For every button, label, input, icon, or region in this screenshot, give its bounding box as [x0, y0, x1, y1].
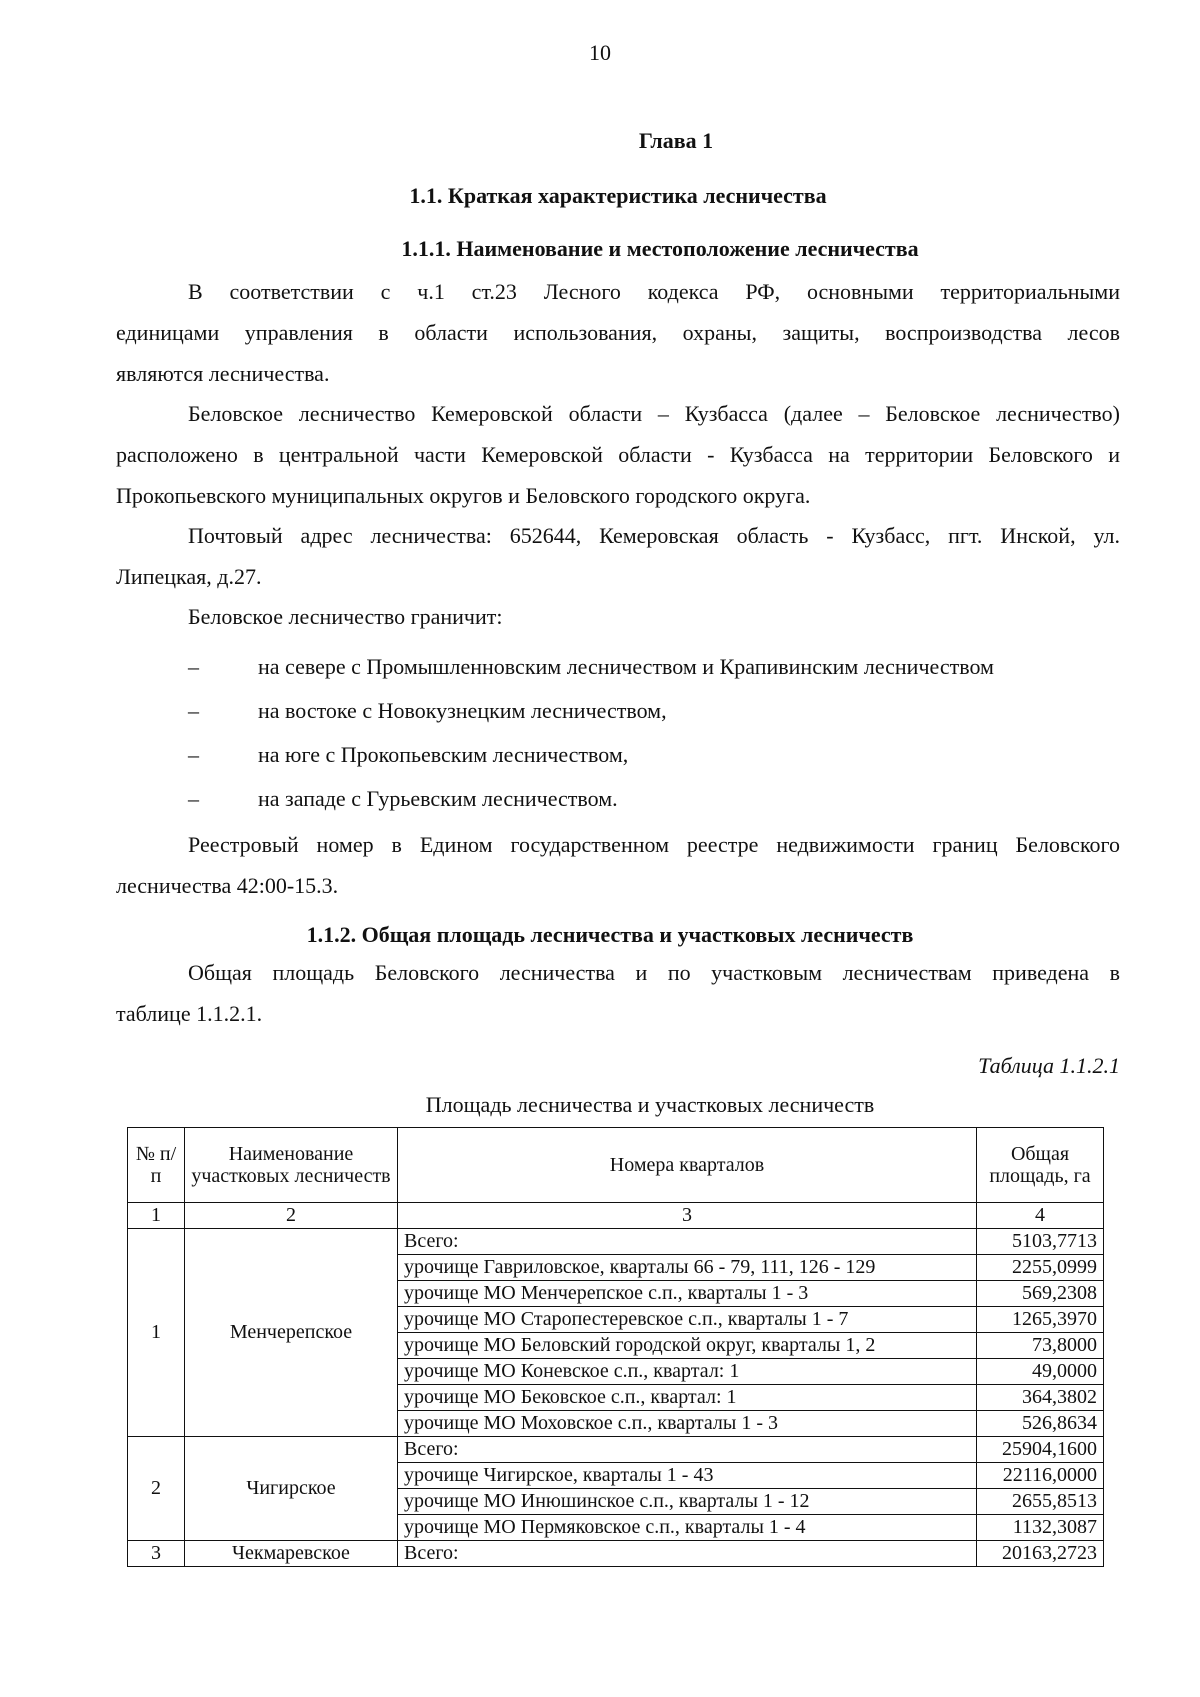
text-line: Беловское лесничество граничит: — [188, 604, 503, 629]
area-cell: 569,2308 — [977, 1281, 1104, 1307]
header-area: Общая площадь, га — [977, 1128, 1104, 1203]
total-label-cell: Всего: — [398, 1229, 977, 1255]
dash-bullet: – — [188, 698, 199, 723]
table-body — [128, 1203, 1104, 1567]
quarters-cell: урочище Чигирское, кварталы 1 - 43 — [398, 1463, 977, 1489]
dash-bullet: – — [188, 742, 199, 767]
index-cell: 1 — [128, 1203, 185, 1229]
paragraph-location — [116, 393, 1120, 516]
text-line: Почтовый адрес лесничества: 652644, Кемеровская область - Кузбасс, пгт. Инской, ул. — [188, 523, 1120, 548]
index-cell: 3 — [398, 1203, 977, 1229]
text-line: В соответствии с ч.1 ст.23 Лесного кодекса РФ, основными территориальными — [188, 279, 1120, 304]
dash-bullet: – — [188, 786, 199, 811]
list-item-text: на севере с Промышленновским лесничеством и Крапивинским лесничеством — [258, 654, 994, 679]
section-title: 1.1. Краткая характеристика лесничества — [409, 183, 827, 208]
text-line: расположено в центральной части Кемеровской области - Кузбасса на территории Беловского и — [116, 442, 1120, 467]
forestry-name-cell: Чигирское — [185, 1437, 398, 1541]
dash-bullet: – — [188, 654, 199, 679]
quarters-cell: урочище МО Старопестеревское с.п., кварталы 1 - 7 — [398, 1307, 977, 1333]
area-cell: 1265,3970 — [977, 1307, 1104, 1333]
quarters-cell: урочище МО Пермяковское с.п., кварталы 1 - 4 — [398, 1515, 977, 1541]
quarters-cell: урочище МО Моховское с.п., кварталы 1 - 3 — [398, 1411, 977, 1437]
list-item-text: на востоке с Новокузнецким лесничеством, — [258, 698, 667, 723]
table-row — [128, 1541, 1104, 1567]
table-row — [128, 1229, 1104, 1255]
list-item-text: на западе с Гурьевским лесничеством. — [258, 786, 618, 811]
header-quarters: Номера кварталов — [398, 1128, 977, 1203]
quarters-cell: урочище МО Инюшинское с.п., кварталы 1 - 12 — [398, 1489, 977, 1515]
area-cell: 526,8634 — [977, 1411, 1104, 1437]
row-number-cell: 1 — [128, 1229, 185, 1437]
paragraph-postal-address — [116, 515, 1120, 597]
total-area-cell: 20163,2723 — [977, 1541, 1104, 1567]
paragraph-table-reference — [116, 952, 1120, 1034]
subsection-title-total-area: 1.1.2. Общая площадь лесничества и участковых лесничеств — [306, 922, 914, 947]
table-caption: Таблица 1.1.2.1 — [978, 1053, 1120, 1078]
quarters-cell: урочище МО Беловский городской округ, кварталы 1, 2 — [398, 1333, 977, 1359]
text-line: лесничества 42:00-15.3. — [116, 873, 339, 898]
text-line: единицами управления в области использования, охраны, защиты, воспроизводства лесов — [116, 320, 1120, 345]
index-cell: 2 — [185, 1203, 398, 1229]
table-title: Площадь лесничества и участковых лесничеств — [425, 1092, 875, 1117]
index-cell: 4 — [977, 1203, 1104, 1229]
area-cell: 49,0000 — [977, 1359, 1104, 1385]
paragraph-forest-code — [116, 271, 1120, 394]
total-area-cell: 25904,1600 — [977, 1437, 1104, 1463]
area-cell: 22116,0000 — [977, 1463, 1104, 1489]
total-area-cell: 5103,7713 — [977, 1229, 1104, 1255]
total-label-cell: Всего: — [398, 1541, 977, 1567]
text-line: Реестровый номер в Едином государственном реестре недвижимости границ Беловского — [188, 832, 1120, 857]
area-cell: 2655,8513 — [977, 1489, 1104, 1515]
area-cell: 73,8000 — [977, 1333, 1104, 1359]
text-line: являются лесничества. — [116, 361, 330, 386]
table-index-row — [128, 1203, 1104, 1229]
list-item-text: на юге с Прокопьевским лесничеством, — [258, 742, 629, 767]
quarters-cell: урочище Гавриловское, кварталы 66 - 79, 111, 126 - 129 — [398, 1255, 977, 1281]
text-line: Липецкая, д.27. — [116, 564, 262, 589]
row-number-cell: 2 — [128, 1437, 185, 1541]
subsection-title-name-location: 1.1.1. Наименование и местоположение лесничества — [401, 236, 919, 261]
text-line: Беловское лесничество Кемеровской области – Кузбасса (далее – Беловское лесничество) — [188, 401, 1120, 426]
quarters-cell: урочище МО Коневское с.п., квартал: 1 — [398, 1359, 977, 1385]
text-line: таблице 1.1.2.1. — [116, 1001, 263, 1026]
area-cell: 1132,3087 — [977, 1515, 1104, 1541]
text-line: Прокопьевского муниципальных округов и Беловского городского округа. — [116, 483, 811, 508]
area-table — [127, 1127, 1104, 1567]
forestry-name-cell: Менчерепское — [185, 1229, 398, 1437]
total-label-cell: Всего: — [398, 1437, 977, 1463]
header-num: № п/п — [128, 1128, 185, 1203]
quarters-cell: урочище МО Бековское с.п., квартал: 1 — [398, 1385, 977, 1411]
paragraph-registry-number — [116, 824, 1120, 906]
text-line: Общая площадь Беловского лесничества и по участковым лесничествам приведена в — [188, 960, 1120, 985]
area-cell: 2255,0999 — [977, 1255, 1104, 1281]
header-name: Наименование участковых лесничеств — [185, 1128, 398, 1203]
table-header-row — [128, 1128, 1104, 1203]
forestry-name-cell: Чекмаревское — [185, 1541, 398, 1567]
table-row — [128, 1437, 1104, 1463]
page-number: 10 — [589, 40, 611, 65]
row-number-cell: 3 — [128, 1541, 185, 1567]
paragraph-borders-intro — [116, 596, 1120, 637]
quarters-cell: урочище МО Менчерепское с.п., кварталы 1 - 3 — [398, 1281, 977, 1307]
chapter-title: Глава 1 — [638, 128, 714, 153]
area-cell: 364,3802 — [977, 1385, 1104, 1411]
